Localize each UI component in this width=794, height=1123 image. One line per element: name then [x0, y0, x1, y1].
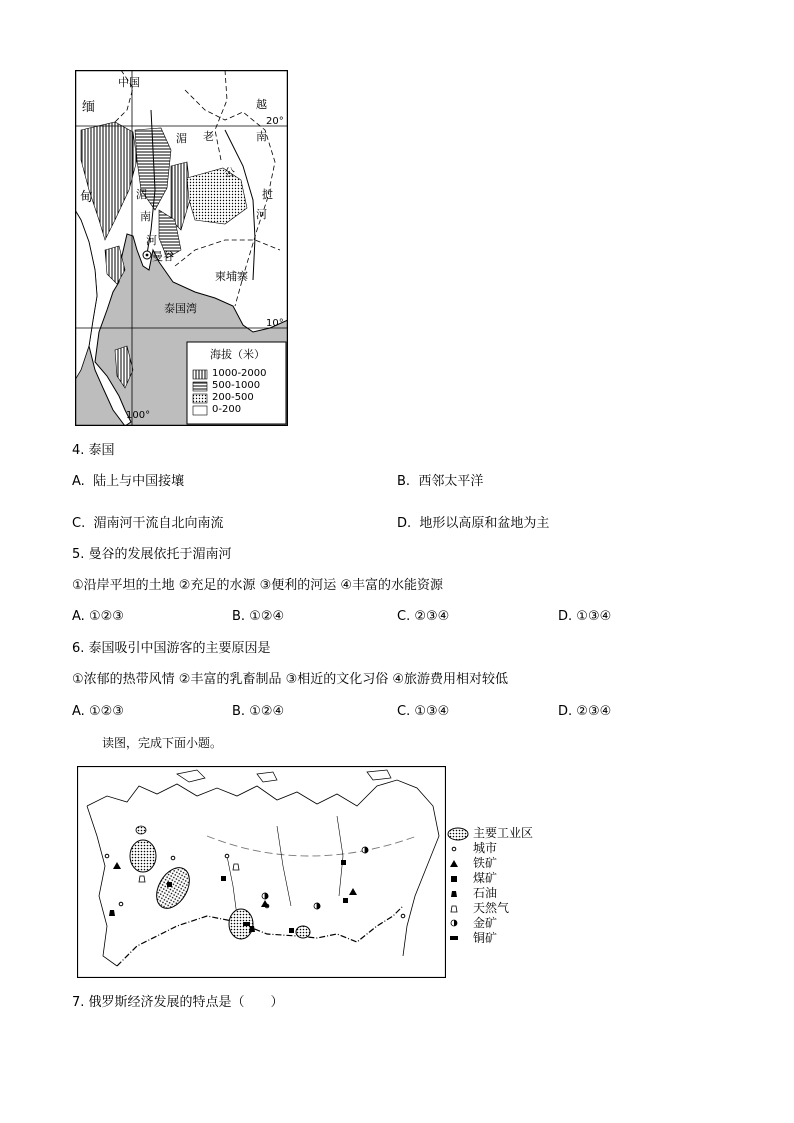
option-letter: D. [558, 704, 573, 719]
option-letter: D. [397, 516, 412, 531]
legend-iron-ore: 铁矿 [473, 856, 498, 870]
label-lon-100: 100° [126, 410, 151, 421]
question-4-option-d[interactable] [397, 515, 549, 533]
question-5-option-a[interactable] [72, 608, 124, 626]
option-letter: D. [558, 609, 573, 624]
question-4-stem: 4. 泰国 [72, 443, 115, 458]
question-4-option-b[interactable] [397, 473, 483, 491]
option-letter: B. [232, 609, 246, 624]
option-letter: A. [72, 474, 85, 489]
option-letter: A. [72, 609, 85, 624]
legend-gold-mine: 金矿 [473, 916, 498, 930]
label-gulf-of-thailand: 泰国湾 [164, 302, 197, 315]
question-5-stem: 5. 曼谷的发展依托于湄南河 [72, 547, 232, 562]
label-mekong-2: 公 [224, 166, 235, 179]
elevation-legend-item: 500-1000 [212, 380, 261, 391]
label-lat-10: 10° [266, 318, 284, 329]
elevation-legend-item: 200-500 [212, 392, 254, 403]
legend-industrial-area: 主要工业区 [473, 826, 534, 840]
question-5-option-d[interactable] [558, 608, 611, 626]
option-text: 西邻太平洋 [418, 474, 484, 489]
option-text: ①③④ [576, 609, 612, 624]
question-7-stem: 7. 俄罗斯经济发展的特点是（ ） [72, 995, 284, 1010]
option-text: ①②④ [249, 704, 285, 719]
question-5-option-c[interactable] [397, 608, 449, 626]
resource-legend [473, 826, 533, 946]
question-6-option-b[interactable] [232, 703, 284, 721]
option-letter: B. [397, 474, 411, 489]
option-text: 陆上与中国接壤 [93, 474, 185, 489]
question-5-option-b[interactable] [232, 608, 284, 626]
option-letter: A. [72, 704, 85, 719]
elevation-legend-item: 0-200 [212, 404, 242, 415]
legend-oil: 石油 [473, 886, 498, 900]
option-text: ①②③ [88, 704, 124, 719]
option-text: ①②③ [88, 609, 124, 624]
question-6-items: ①浓郁的热带风情 ②丰富的乳畜制品 ③相近的文化习俗 ④旅游费用相对较低 [72, 672, 509, 687]
label-laos-2: 挝 [262, 188, 273, 201]
label-chao-2: 南 [140, 210, 151, 223]
option-text: 地形以高原和盆地为主 [419, 516, 550, 531]
elevation-legend-item: 1000-2000 [212, 368, 267, 379]
label-chao-3: 河 [146, 234, 157, 247]
option-text: ②③④ [414, 609, 450, 624]
label-myanmar-1: 缅 [82, 100, 96, 115]
question-6-option-d[interactable] [558, 703, 611, 721]
option-text: 湄南河干流自北向南流 [93, 516, 224, 531]
elevation-legend-title: 海拔（米） [210, 348, 265, 361]
label-laos-1: 老 [203, 130, 214, 143]
russia-map [77, 766, 446, 978]
section-intro: 读图，完成下面小题。 [102, 736, 223, 750]
option-letter: C. [397, 609, 411, 624]
label-vietnam-2: 南 [256, 130, 267, 143]
question-4-option-c[interactable] [72, 515, 224, 533]
option-text: ①②④ [249, 609, 285, 624]
option-letter: C. [397, 704, 411, 719]
question-6-stem: 6. 泰国吸引中国游客的主要原因是 [72, 641, 271, 656]
option-text: ①③④ [414, 704, 450, 719]
legend-city: 城市 [473, 841, 498, 855]
option-text: ②③④ [576, 704, 612, 719]
label-lat-20: 20° [266, 116, 284, 127]
label-chao-1: 湄 [136, 188, 147, 201]
legend-copper-mine: 铜矿 [473, 931, 498, 945]
label-bangkok: 曼谷 [152, 250, 174, 263]
legend-coal-mine: 煤矿 [473, 871, 498, 885]
label-cambodia: 柬埔寨 [215, 270, 248, 283]
option-letter: B. [232, 704, 246, 719]
question-5-items: ①沿岸平坦的土地 ②充足的水源 ③便利的河运 ④丰富的水能资源 [72, 578, 444, 593]
resource-legend-symbols [446, 826, 472, 946]
label-myanmar-2: 甸 [80, 190, 94, 205]
label-china: 中国 [118, 76, 140, 89]
option-letter: C. [72, 516, 86, 531]
label-mekong-3: 河 [256, 208, 267, 221]
question-4-option-a[interactable] [72, 473, 184, 491]
label-vietnam-1: 越 [256, 98, 267, 111]
label-mekong-1: 湄 [176, 132, 187, 145]
legend-natural-gas: 天然气 [473, 901, 510, 915]
question-6-option-c[interactable] [397, 703, 449, 721]
question-6-option-a[interactable] [72, 703, 124, 721]
